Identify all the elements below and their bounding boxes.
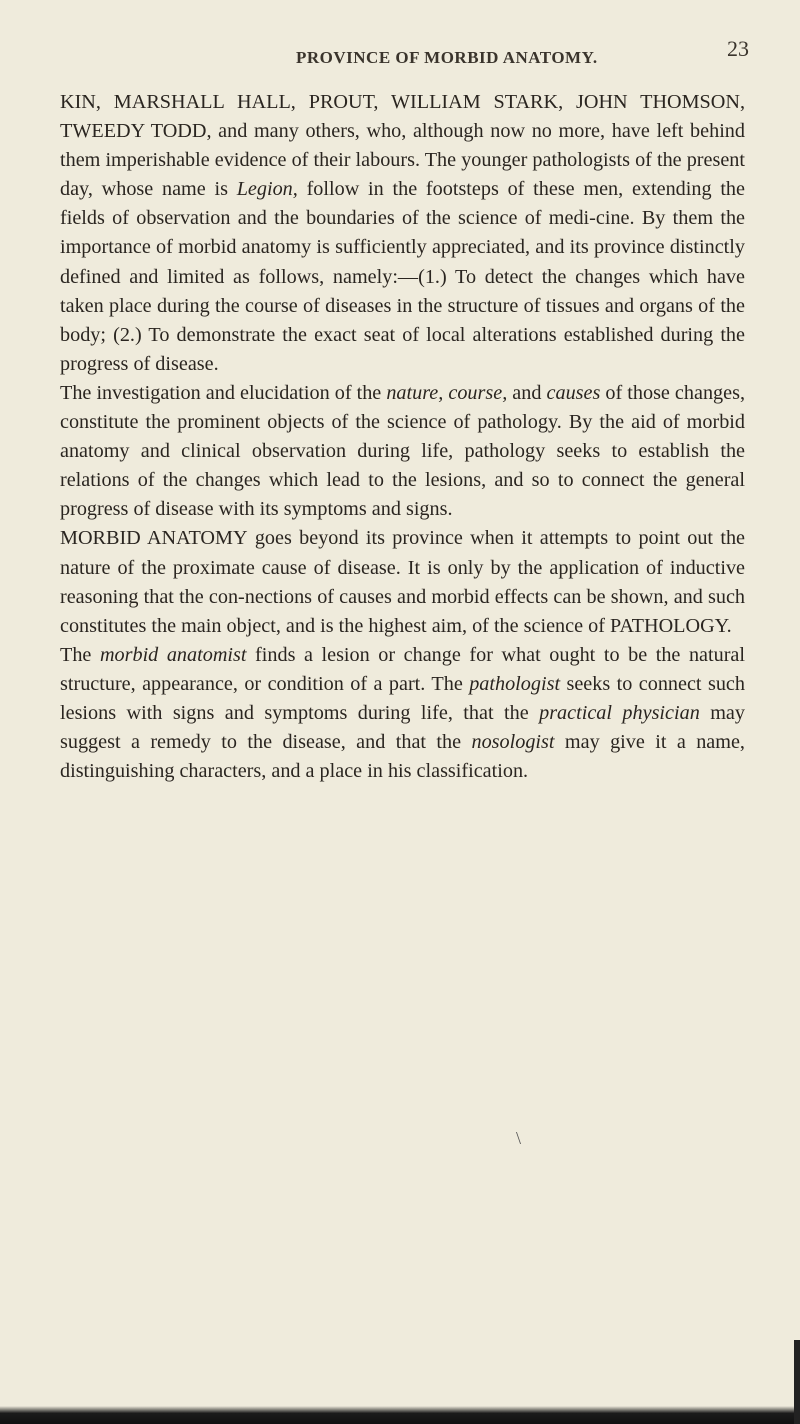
paragraph-2-text-a: The investigation and elucidation of the bbox=[60, 381, 387, 404]
paragraph-3-text-a: goes beyond its province when it attempts to point out the nature of the proximate cause of disease. It is only by the application of inductive reasoning that the con-nections of causes and morbid effects can be shown, and such constitutes the main object, and is the highest aim, of the science of bbox=[60, 527, 746, 637]
running-head: PROVINCE OF MORBID ANATOMY. bbox=[296, 48, 598, 67]
paragraph-1-text-b: follow in the footsteps of these men, extending the fields of observation and the boundaries of the science of medi-cine. By them the importance of morbid anatomy is sufficiently appreciated, and its province distinctly defined and limited as follows, namely:—(1.) To detect the changes which have taken place during the course of diseases in the structure of tissues and organs of the body; (2.) To demonstrate the exact seat of local alterations established during the progress of disease. bbox=[60, 178, 745, 375]
paragraph-3 bbox=[60, 524, 745, 640]
paragraph-4 bbox=[60, 641, 745, 786]
emphasis-practical-physician: practical physician bbox=[539, 701, 700, 724]
paragraph-1-text-a: and many others, who, although now no more, have left behind them imperishable evidence of their labours. The younger pathologists of the present day, whose name is bbox=[60, 120, 745, 201]
scan-right-edge bbox=[794, 1340, 800, 1424]
body-text bbox=[60, 88, 745, 786]
paragraph-4-text-e: may give it a name, distinguishing characters, and a place in his classification. bbox=[60, 731, 745, 783]
page-number: 23 bbox=[727, 36, 749, 61]
stray-mark: \ bbox=[516, 1128, 522, 1148]
paragraph-4-text-d: may suggest a remedy to the disease, and that the bbox=[60, 701, 745, 754]
emphasis-morbid-anatomist: morbid anatomist bbox=[99, 643, 247, 666]
emphasis-legion: Legion, bbox=[236, 178, 298, 201]
emphasis-pathologist: pathologist bbox=[469, 672, 561, 695]
paragraph-2-text-b: and bbox=[507, 381, 547, 404]
emphasis-nature-course: nature, course, bbox=[386, 381, 508, 404]
paragraph-4-text-a: The bbox=[60, 643, 100, 666]
emphasis-nosologist: nosologist bbox=[471, 731, 555, 754]
scan-bottom-edge bbox=[0, 1406, 800, 1424]
paragraph-2-text-c: of those changes, constitute the prominent objects of the science of pathology. By the aid of morbid anatomy and clinical observation during life, pathology seeks to establish the relations of the changes which lead to the lesions, and so to connect the general progress of disease with its symptoms and signs. bbox=[60, 381, 745, 521]
paragraph-4-text-b: finds a lesion or change for what ought to be the natural structure, appearance, or condition of a part. The bbox=[60, 643, 745, 695]
paragraph-2 bbox=[60, 379, 745, 524]
emphasis-causes: causes bbox=[546, 381, 601, 404]
paragraph-1 bbox=[60, 88, 745, 379]
term-morbid-anatomy: MORBID ANATOMY bbox=[60, 527, 248, 550]
paragraph-4-text-c: seeks to connect such lesions with signs and symptoms during life, that the bbox=[60, 672, 745, 724]
term-pathology: PATHOLOGY. bbox=[609, 614, 732, 637]
author-names: KIN, MARSHALL HALL, PROUT, WILLIAM STARK, JOHN THOMSON, TWEEDY TODD, bbox=[60, 91, 745, 143]
